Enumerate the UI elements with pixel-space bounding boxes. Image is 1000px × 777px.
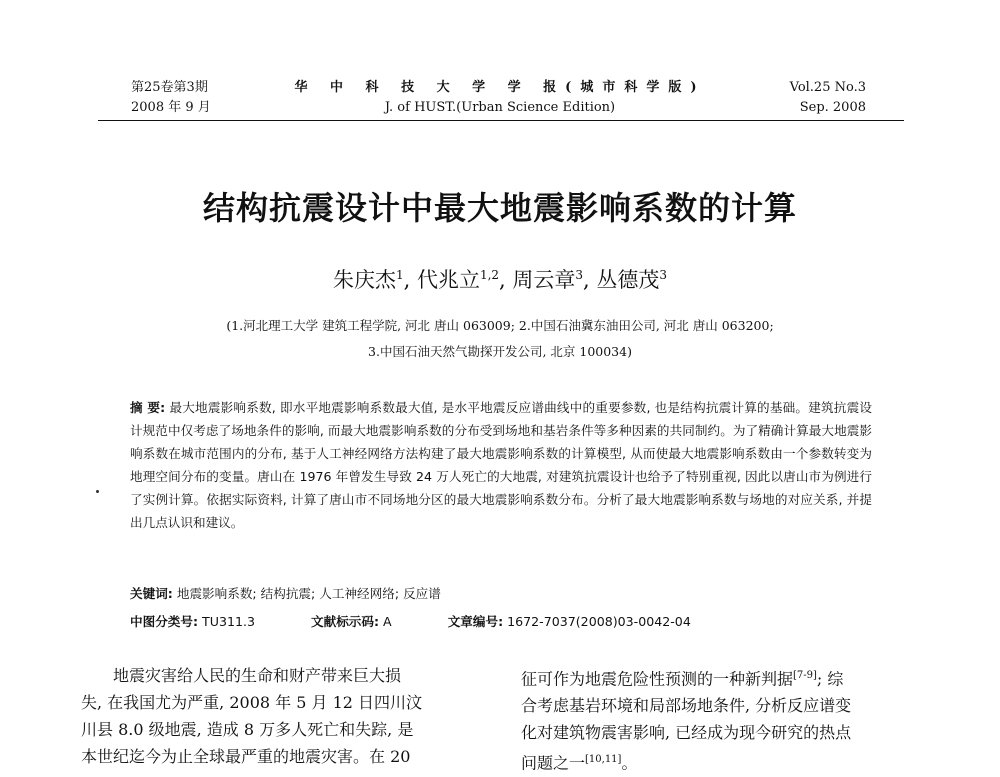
body-line: 合考虑基岩环境和局部场地条件, 分析反应谱变 — [521, 696, 852, 716]
journal-name — [290, 78, 710, 118]
volume-issue-label: 第25卷第3期 — [131, 80, 208, 95]
keywords — [130, 584, 872, 604]
header-rule — [98, 120, 904, 121]
body-line: 地震灾害给人民的生命和财产带来巨大损 — [113, 666, 402, 685]
volume-number-en: Vol.25 No.3 — [789, 80, 866, 95]
article-number — [448, 614, 717, 629]
publication-date-cn: 2008 年 9 月 — [131, 100, 211, 115]
affiliation-line-2: 3.中国石油天然气勘探开发公司, 北京 100034) — [368, 344, 632, 359]
abstract — [130, 396, 872, 534]
clc-label: 中图分类号: — [130, 614, 199, 629]
author-name: 朱庆杰 — [332, 268, 396, 292]
affiliation-line-1: (1.河北理工大学 建筑工程学院, 河北 唐山 063009; 2.中国石油冀东油田公司, 河北 唐山 063200; — [226, 318, 774, 333]
body-line: 川县 8.0 级地震, 造成 8 万多人死亡和失踪, 是 — [81, 720, 414, 739]
body-line: 本世纪迄今为止全球最严重的地震灾害。在 20 — [81, 747, 411, 766]
abstract-label: 摘 要: — [130, 400, 166, 415]
keywords-label: 关键词: — [130, 586, 173, 601]
body-line — [521, 746, 906, 776]
body-text: ; 综 — [816, 669, 844, 689]
author-name: 丛德茂 — [596, 268, 660, 292]
doc-code-label: 文献标示码: — [311, 614, 380, 629]
author-list — [0, 264, 1000, 294]
article-number-value: 1672-7037(2008)03-0042-04 — [507, 614, 691, 629]
author-separator: , — [499, 268, 513, 292]
author-affil-mark: 3 — [659, 268, 668, 282]
journal-volume-issue — [131, 78, 211, 118]
body-text: 。 — [621, 753, 638, 773]
body-column-right — [521, 662, 906, 777]
body-line: 化对建筑物震害影响, 已经成为现今研究的热点 — [521, 723, 852, 743]
author-separator: , — [403, 268, 417, 292]
author-name: 代兆立 — [416, 268, 480, 292]
author-separator: , — [583, 268, 597, 292]
author-name: 周云章 — [512, 268, 576, 292]
doc-code-value: A — [383, 614, 392, 629]
body-line: 失, 在我国尤为严重, 2008 年 5 月 12 日四川汶 — [81, 693, 423, 712]
paper-title: 结构抗震设计中最大地震影响系数的计算 — [202, 189, 797, 227]
author-affil-mark: 1 — [395, 268, 404, 282]
clc-value: TU311.3 — [202, 614, 255, 629]
body-line — [521, 662, 906, 692]
journal-volume-en — [790, 78, 866, 118]
body-column-left — [81, 662, 466, 770]
body-text: 征可作为地震危险性预测的一种新判据 — [521, 669, 794, 689]
body-text: 问题之一 — [521, 753, 586, 773]
keywords-text: 地震影响系数; 结构抗震; 人工神经网络; 反应谱 — [176, 586, 441, 601]
document-code — [311, 614, 418, 629]
journal-name-cn: 华 中 科 技 大 学 学 报(城市科学版) — [294, 80, 706, 95]
clc-number — [130, 614, 281, 629]
author-affil-mark: 3 — [575, 268, 584, 282]
abstract-text: 最大地震影响系数, 即水平地震影响系数最大值, 是水平地震反应谱曲线中的重要参数, 也是结构抗震计算的基础。建筑抗震设计规范中仅考虑了场地条件的影响, 而最大地震影响系数的分布受到场地和基岩条件等多种因素的共同制约。为了精确计算最大地震影响系数在城市范围内的分布, 基于人工神经网络方法构建了最大地震影响系数的计算模型, 从而使最大地震影响系数由一个参数转变为地理空间分布的变量。唐山在 1976 年曾发生导致 24 万人死亡的大地震, 对建筑抗震设计也给予了特别重视, 因此以唐山市为例进行了实例计算。依据实际资料, 计算了唐山市不同场地分区的最大地震影响系数分布。分析了最大地震影响系数与场地的对应关系, 并提出几点认识和建议。 — [130, 400, 872, 530]
journal-name-en: J. of HUST.(Urban Science Edition) — [384, 100, 616, 115]
margin-speck — [96, 490, 99, 493]
author-affil-mark: 1,2 — [479, 268, 500, 282]
citation-ref: [10,11] — [585, 754, 622, 766]
publication-date-en: Sep. 2008 — [799, 100, 866, 115]
article-number-label: 文章编号: — [447, 614, 504, 629]
classification-line — [130, 612, 872, 632]
citation-ref: [7-9] — [793, 670, 817, 681]
